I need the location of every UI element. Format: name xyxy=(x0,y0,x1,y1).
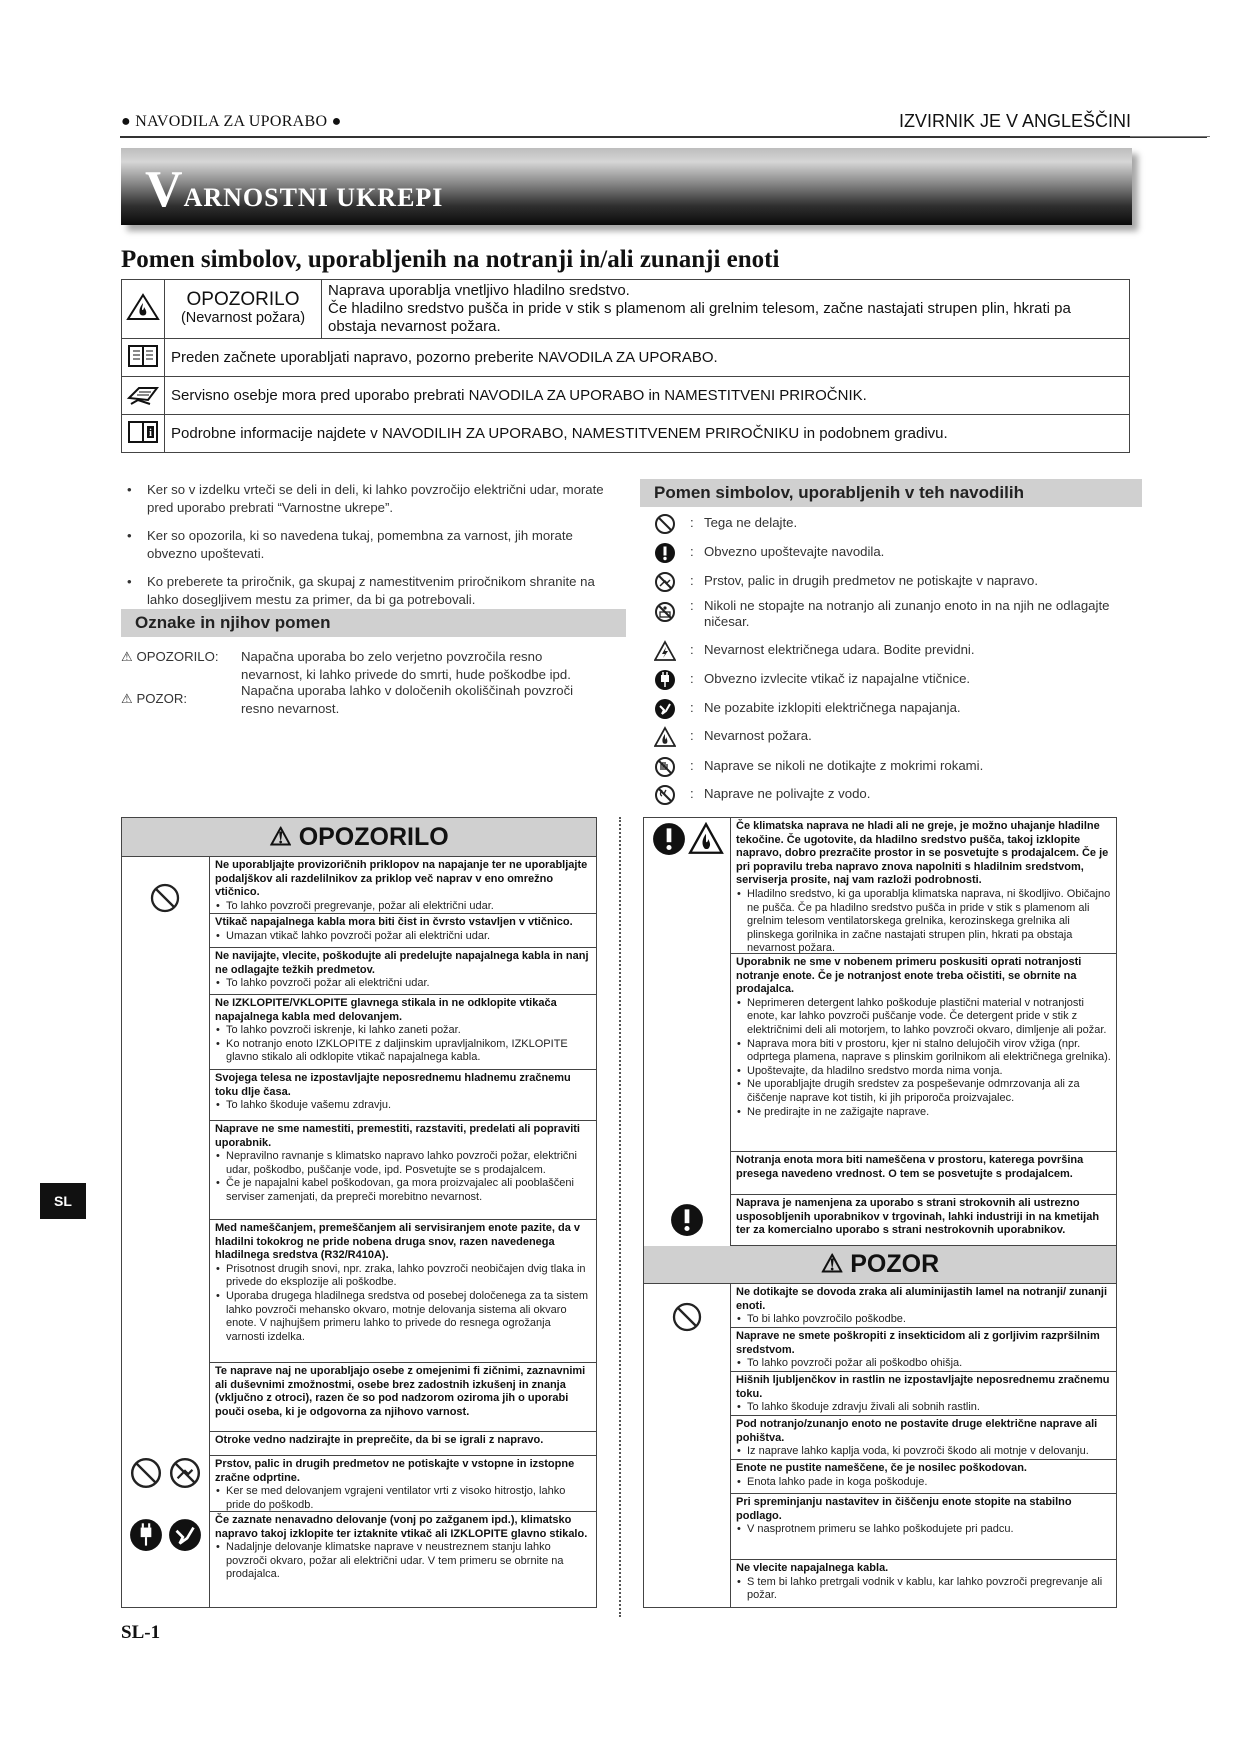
warning-item-bullet: • Nepravilno ravnanje s klimatsko napravo lahko povzroči požar, električni udar, poškodbo, puščanje vode, ipd. Posvetujte se s prodajalcem. xyxy=(215,1150,592,1177)
opozorilo-line-1: Naprava uporablja vnetljivo hladilno sredstvo. xyxy=(328,282,630,299)
right-item-bullet: • Upoštevajte, da hladilno sredstvo morda nima vonja. xyxy=(736,1065,1112,1079)
manual-text: Preden začnete uporabljati napravo, pozorno preberite NAVODILA ZA UPORABO. xyxy=(165,339,1130,377)
colon: : xyxy=(690,700,694,715)
intro-bullet-list xyxy=(121,481,611,619)
colon: : xyxy=(690,515,694,530)
warning-panel xyxy=(121,817,597,1608)
mandatory-icon xyxy=(652,822,686,856)
caution-item-bullet: • To lahko škoduje zdravju živali ali sobnih rastlin. xyxy=(736,1401,1112,1415)
caution-item xyxy=(731,1460,1116,1494)
column-divider xyxy=(619,817,621,1617)
symbol-text: Obvezno izvlecite vtikač iz napajalne vtičnice. xyxy=(704,671,971,686)
right-item xyxy=(731,954,1116,1152)
opozorilo-line-2: Če hladilno sredstvo pušča in pride v stik s plamenom ali grelnim telesom, začne nastajati strupen plin, hkrati pa obstaja nevarnost požara. xyxy=(328,300,1071,335)
right-item-bullet: • Hladilno sredstvo, ki ga uporablja klimatska naprava, ni škodljivo. Običajno ne pušča. Če pa hladilno sredstvo pušča in pride v stik s plamenom ali grelnim telesom ventilatorskega grelnika, kerozinskega grelnika ali plinskega gorilnika in začne nastajati strupen plin, hkrati pa obstaja nevarnost požara. xyxy=(736,888,1112,954)
caution-item-bullet: • S tem bi lahko pretrgali vodnik v kablu, kar lahko povzroči pregrevanje ali požar. xyxy=(736,1576,1112,1603)
warning-item-title: Vtikač napajalnega kabla mora biti čist in čvrsto vstavljen v vtičnico. xyxy=(215,916,573,928)
caution-heading-text: POZOR xyxy=(850,1250,940,1278)
fire-warning-icon xyxy=(126,293,160,321)
header-rule xyxy=(120,136,1207,138)
no-water-icon xyxy=(654,784,676,806)
language-tab: SL xyxy=(40,1183,86,1219)
warning-item-title: Med nameščanjem, premeščanjem ali servisiranjem enote pazite, da v hladilni tokokrog ne pride nobena druga snov, razen navedenega hladilnega sredstva (R32/R410A). xyxy=(215,1222,580,1262)
right-icon-column-top xyxy=(644,818,731,1195)
service-cell xyxy=(122,377,165,415)
no-fingers-icon xyxy=(654,571,676,593)
warning-item-bullet: • To lahko škoduje vašemu zdravju. xyxy=(215,1099,592,1113)
pomen-heading: Pomen simbolov, uporabljenih v teh navodilih xyxy=(640,479,1142,507)
intro-bullet: • Ker so opozorila, ki so navedena tukaj, pomembna za varnost, jih morate obvezno upoštevati. xyxy=(121,527,611,563)
caution-item xyxy=(731,1416,1116,1460)
right-item-title: Uporabnik ne sme v nobenem primeru poskusiti oprati notranjosti notranje enote. Če je notranjost enote treba očistiti, se obrnite na prodajalca. xyxy=(736,956,1082,996)
warning-item xyxy=(210,1121,596,1220)
warning-item xyxy=(210,914,596,948)
warning-item xyxy=(210,1512,596,1607)
oznake-pozor-text: Napačna uporaba lahko v določenih okoliščinah povzroči resno nevarnost. xyxy=(241,683,574,716)
colon: : xyxy=(690,598,694,613)
opozorilo-sublabel: (Nevarnost požara) xyxy=(180,310,306,326)
right-item-bullet: • Neprimeren detergent lahko poškoduje plastični material v notranjosti enote, kar lahko povzroči puščanje vode. Če detergent pride v stik z električnimi deli ali motorjem, to lahko povzroči okvaro, dimljenje ali požar. xyxy=(736,997,1112,1038)
symbol-text: Nevarnost električnega udara. Bodite previdni. xyxy=(704,642,975,657)
warning-item-bullet: • To lahko povzroči iskrenje, ki lahko zaneti požar. xyxy=(215,1024,592,1038)
unplug-icon xyxy=(654,669,676,691)
symbol-text: Naprave se nikoli ne dotikajte z mokrimi rokami. xyxy=(704,758,984,773)
caution-item-bullet: • V nasprotnem primeru se lahko poškodujete pri padcu. xyxy=(736,1523,1112,1537)
caution-item-title: Ne vlecite napajalnega kabla. xyxy=(736,1562,889,1574)
symbol-text: Nikoli ne stopajte na notranjo ali zunanjo enoto in na njih ne odlagajte ničesar. xyxy=(704,598,1110,629)
right-item xyxy=(731,818,1116,954)
symbol-text: Tega ne delajte. xyxy=(704,515,798,530)
warning-item-bullet: • Umazan vtikač lahko povzroči požar ali električni udar. xyxy=(215,930,592,944)
colon: : xyxy=(690,786,694,801)
header-original-language: IZVIRNIK JE V ANGLEŠČINI xyxy=(898,111,1131,131)
power-off-icon xyxy=(654,698,676,720)
caution-item-title: Pod notranjo/zunanjo enoto ne postavite druge električne naprave ali pohištva. xyxy=(736,1418,1098,1444)
oznake-opozorilo-label-text: OPOZORILO: xyxy=(136,649,219,664)
warning-item-title: Ne uporabljajte provizoričnih priklopov na napajanje ter ne uporabljajte podaljškov ali razdelilnikov za priklop več naprav v eno omrežno vtičnico. xyxy=(215,859,588,899)
right-item-bullet: • Ne uporabljajte drugih sredstev za pospeševanje odmrzovanja ali za čiščenje naprave kot tistih, ki jih priporoča proizvajalec. xyxy=(736,1078,1112,1105)
oznake-pozor-label xyxy=(121,690,231,708)
warning-item-bullet: • Če je napajalni kabel poškodovan, ga mora proizvajalec ali pooblaščeni serviser zamenjati, da prepreči morebitno nevarnost. xyxy=(215,1177,592,1204)
unplug-icon xyxy=(129,1518,163,1552)
warning-item xyxy=(210,948,596,995)
caution-item-bullet: • Iz naprave lahko kaplja voda, ki povzroči škodo ali motnje v delovanju. xyxy=(736,1445,1112,1459)
caution-item-bullet: • To lahko povzroči požar ali poškodbo ohišja. xyxy=(736,1357,1112,1371)
right-item-bullet: • Ne predirajte in ne zažigajte naprave. xyxy=(736,1106,1112,1120)
warning-item-title: Prstov, palic in drugih predmetov ne potiskajte v vstopne in izstopne zračne odprtine. xyxy=(215,1458,575,1484)
opozorilo-text-cell xyxy=(322,280,1130,339)
warning-item-title: Te naprave naj ne uporabljajo osebe z omejenimi fi zičnimi, zaznavnimi ali duševnimi zmožnostmi, osebe brez zadostnih izkušenj in znanja (vključno z otroci), razen če so pod nadzorom oziroma jih o uporabi pouči oseba, ki je odgovorna za njihovo varnost. xyxy=(215,1365,586,1418)
caution-heading-icon: ⚠ xyxy=(820,1250,844,1278)
fire-warning-cell xyxy=(122,280,165,339)
caution-item xyxy=(731,1494,1116,1560)
page-number: SL-1 xyxy=(121,1622,161,1643)
warning-item-title: Ne navijajte, vlecite, poškodujte ali predelujte napajalnega kabla in nanj ne odlagajte težkih predmetov. xyxy=(215,950,589,976)
caution-triangle-icon: ⚠ xyxy=(121,691,133,706)
oznake-pozor-label-text: POZOR: xyxy=(136,691,188,706)
warning-item xyxy=(210,1220,596,1363)
oznake-opozorilo-label xyxy=(121,648,231,666)
right-item xyxy=(731,1195,1116,1246)
no-fingers-icon xyxy=(168,1456,202,1490)
right-item-title: Če klimatska naprava ne hladi ali ne greje, je možno uhajanje hladilne tekočine. Če ugotovite, da hladilno sredstvo pušča, takoj izklopite napravo, dobro prezračite prostor in se posvetujte s prodajalcem. Če je pri popravilu treba napravo znova napolniti s hladilnim sredstvom, serviserja prosite, naj vam razloži podrobnosti. xyxy=(736,820,1109,887)
symbol-text: Nevarnost požara. xyxy=(704,728,812,743)
symbol-text: Naprave ne polivajte z vodo. xyxy=(704,786,871,801)
warning-item-title: Svojega telesa ne izpostavljajte neposrednemu hladnemu zračnemu toku dlje časa. xyxy=(215,1072,571,1098)
info-book-icon xyxy=(126,418,160,446)
warning-item-bullet: • Prisotnost drugih snovi, npr. zraka, lahko povzroči neobičajen dvig tlaka in privede do eksplozije ali poškodbe. xyxy=(215,1263,592,1290)
colon: : xyxy=(690,728,694,743)
caution-item-title: Naprave ne smete poškropiti z insekticidom ali z gorljivim razpršilnim sredstvom. xyxy=(736,1330,1100,1356)
header-rule-extension xyxy=(1130,136,1210,137)
oznake-opozorilo-text: Napačna uporaba bo zelo verjetno povzročila resno nevarnost, ki lahko privede do smrti, hude poškodbe ipd. xyxy=(241,649,571,682)
colon: : xyxy=(690,544,694,559)
power-off-icon xyxy=(168,1518,202,1552)
electric-shock-icon xyxy=(654,640,676,662)
banner-rest: ARNOSTNI UKREPI xyxy=(183,183,444,212)
right-item xyxy=(731,1152,1116,1195)
caution-item-bullet: • To bi lahko povzročilo poškodbe. xyxy=(736,1313,1112,1327)
warning-item-title: Naprave ne sme namestiti, premestiti, razstaviti, predelati ali popraviti uporabnik. xyxy=(215,1123,580,1149)
caution-item xyxy=(731,1372,1116,1416)
warning-item-title: Otroke vedno nadzirajte in preprečite, da bi se igrali z napravo. xyxy=(215,1434,544,1446)
banner-initial: V xyxy=(145,161,184,218)
warning-item xyxy=(210,1363,596,1432)
caution-item xyxy=(731,1284,1116,1328)
symbol-text: Prstov, palic in drugih predmetov ne potiskajte v napravo. xyxy=(704,573,1039,588)
warning-item-bullet: • To lahko povzroči pregrevanje, požar ali električni udar. xyxy=(215,900,592,914)
colon: : xyxy=(690,642,694,657)
caution-item-title: Ne dotikajte se dovoda zraka ali aluminijastih lamel na notranji/ zunanji enoti. xyxy=(736,1286,1108,1312)
banner-title xyxy=(145,161,444,218)
warning-item-bullet: • Nadaljnje delovanje klimatske naprave v neustreznem stanju lahko povzroči okvaro, požar ali električni udar. V tem primeru se obrnite na prodajalca. xyxy=(215,1541,592,1582)
oznake-heading: Oznake in njihov pomen xyxy=(121,609,626,637)
manual-book-icon xyxy=(126,342,160,370)
opozorilo-label-cell xyxy=(165,280,322,339)
warning-item xyxy=(210,1456,596,1512)
prohibited-icon xyxy=(654,513,676,535)
caution-item-title: Pri spreminjanju nastavitev in čiščenju enote stopite na stabilno podlago. xyxy=(736,1496,1072,1522)
warning-item xyxy=(210,1432,596,1456)
warning-icon-column xyxy=(122,857,210,1607)
symbol-text: Ne pozabite izklopiti električnega napajanja. xyxy=(704,700,961,715)
warning-item-title: Če zaznate nenavadno delovanje (vonj po zažganem ipd.), klimatsko napravo takoj izklopite ter iztaknite vtikač ali IZKLOPITE glavno stikalo. xyxy=(215,1514,588,1540)
warning-item xyxy=(210,1070,596,1121)
warning-heading xyxy=(122,818,596,857)
fire-hazard-icon xyxy=(688,822,724,856)
warning-item-bullet: • To lahko povzroči požar ali električni udar. xyxy=(215,977,592,991)
header-manual-title: ● NAVODILA ZA UPORABO ● xyxy=(121,113,342,130)
right-icon-column-middle xyxy=(644,1195,731,1247)
caution-heading xyxy=(644,1246,1116,1284)
caution-item-title: Enote ne pustite nameščene, če je nosilec poškodovan. xyxy=(736,1462,1027,1474)
warning-item-bullet: • Uporaba drugega hladilnega sredstva od posebej določenega za ta sistem lahko povzroči mehansko okvaro, motnje delovanja sistema ali okvaro enote. V najhujšem primeru lahko to privede do resnega ogrožanja varnosti izdelka. xyxy=(215,1290,592,1344)
prohibited-icon xyxy=(671,1301,703,1333)
warning-heading-text: OPOZORILO xyxy=(298,823,449,851)
info-cell xyxy=(122,415,165,453)
warning-item-title: Ne IZKLOPITE/VKLOPITE glavnega stikala in ne odklopite vtikača napajalnega kabla med delovanjem. xyxy=(215,997,557,1023)
service-text: Servisno osebje mora pred uporabo prebrati NAVODILA ZA UPORABO in NAMESTITVENI PRIROČNIK. xyxy=(165,377,1130,415)
warning-item-bullet: • Ko notranjo enoto IZKLOPITE z daljinskim upravljalnikom, IZKLOPITE glavno stikalo ali odklopite vtikač napajalnega kabla. xyxy=(215,1038,592,1065)
warning-item xyxy=(210,995,596,1070)
right-item-bullet: • Naprava mora biti v prostoru, kjer ni stalno delujočih virov vžiga (npr. odprtega plamena, naprave s plinskim gorilnikom ali električnega grelnika). xyxy=(736,1038,1112,1065)
intro-bullet: • Ker so v izdelku vrteči se deli in deli, ki lahko povzročijo električni udar, morate pred uporabo prebrati “Varnostne ukrepe”. xyxy=(121,481,611,517)
mandatory-icon xyxy=(654,542,676,564)
caution-item-bullet: • Enota lahko pade in koga poškoduje. xyxy=(736,1476,1112,1490)
info-text: Podrobne informacije najdete v NAVODILIH ZA UPORABO, NAMESTITVENEM PRIROČNIKU in podobnem gradivu. xyxy=(165,415,1130,453)
symbol-text: Obvezno upoštevajte navodila. xyxy=(704,544,885,559)
colon: : xyxy=(690,758,694,773)
opozorilo-label: OPOZORILO xyxy=(186,289,300,310)
unit-symbol-table xyxy=(121,279,1130,453)
caution-item xyxy=(731,1560,1116,1607)
service-manual-icon xyxy=(126,380,160,408)
prohibited-icon xyxy=(129,1456,163,1490)
caution-item xyxy=(731,1328,1116,1372)
colon: : xyxy=(690,671,694,686)
svg-text:i: i xyxy=(149,427,152,439)
right-item-title: Naprava je namenjena za uporabo s strani strokovnih ali ustrezno usposobljenih uporabnikov v trgovinah, lahki industriji in na kmetijah ter za komercialno uporabo s strani nestrokovnih uporabnikov. xyxy=(736,1197,1100,1237)
warning-item-bullet: • Ker se med delovanjem vgrajeni ventilator vrti z visoko hitrostjo, lahko pride do poškodb. xyxy=(215,1485,592,1512)
warning-item xyxy=(210,857,596,914)
manual-cell xyxy=(122,339,165,377)
right-item-title: Notranja enota mora biti nameščena v prostoru, katerega površina presega navedeno vrednost. O tem se posvetujte s prodajalcem. xyxy=(736,1154,1084,1180)
warning-heading-icon: ⚠ xyxy=(269,823,292,851)
right-warning-panel xyxy=(643,817,1117,1608)
prohibited-icon xyxy=(149,882,181,914)
no-stepping-icon xyxy=(654,601,676,623)
section-title: Pomen simbolov, uporabljenih na notranji in/ali zunanji enoti xyxy=(121,246,780,273)
colon: : xyxy=(690,573,694,588)
fire-hazard-icon xyxy=(654,726,676,748)
caution-item-title: Hišnih ljubljenčkov in rastlin ne izpostavljajte neposrednemu zračnemu toku. xyxy=(736,1374,1110,1400)
no-wet-hands-icon xyxy=(654,756,676,778)
intro-bullet: • Ko preberete ta priročnik, ga skupaj z namestitvenim priročnikom shranite na lahko dosegljivem mestu za primer, da bi ga potrebovali. xyxy=(121,573,611,609)
warning-triangle-icon: ⚠ xyxy=(121,649,133,664)
